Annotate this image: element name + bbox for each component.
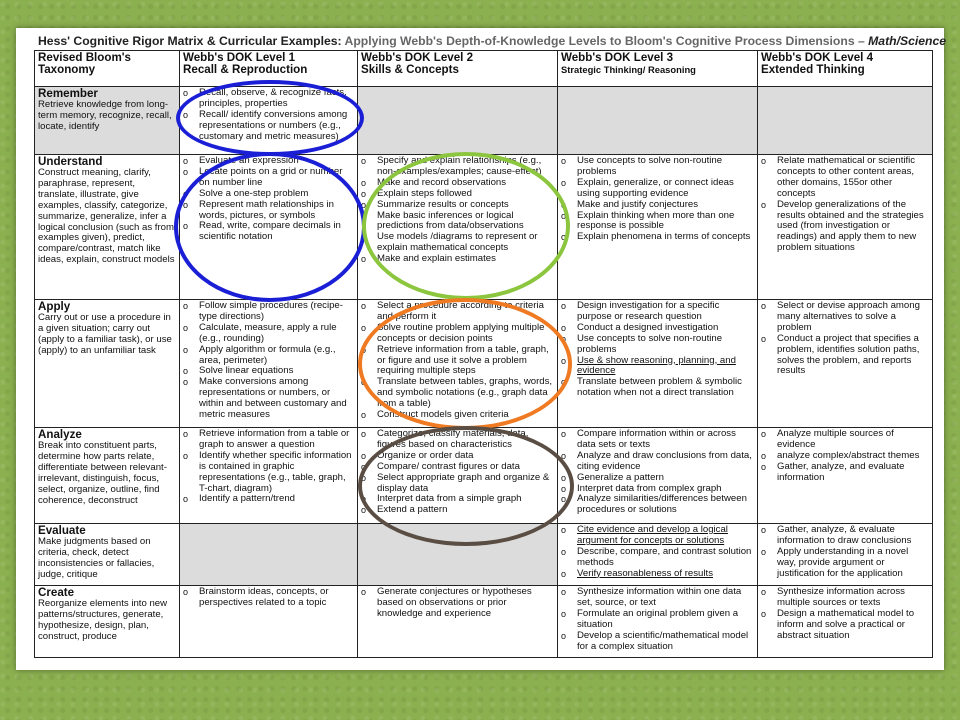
list-item: o Make and explain estimates <box>361 254 554 265</box>
list-item: o Translate between problem & symbolic notation when not a direct translation <box>561 377 754 399</box>
list-item: o analyze complex/abstract themes <box>761 451 929 462</box>
understand-dok2 <box>358 155 558 300</box>
list-item: o Relate mathematical or scientific concepts to other content areas, other domains, 155or other concepts <box>761 156 929 200</box>
list-item: o Summarize results or concepts <box>361 200 554 211</box>
list-item: o Make conversions among representations or numbers, or within and between customary and metric measures <box>183 377 354 421</box>
list-item: o Compare/ contrast figures or data <box>361 462 554 473</box>
row-apply <box>35 300 933 428</box>
list-item: o Explain thinking when more than one response is possible <box>561 211 754 233</box>
header-row <box>35 51 933 87</box>
create-dok2 <box>358 586 558 658</box>
understand-dok4 <box>758 155 933 300</box>
remember-dok4-empty <box>758 87 933 155</box>
list-item: o Organize or order data <box>361 451 554 462</box>
header-dok2: Webb's DOK Level 2 Skills & Concepts <box>358 51 558 87</box>
list-item: o Solve routine problem applying multiple concepts or decision points <box>361 323 554 345</box>
list-item: o Apply algorithm or formula (e.g., area, perimeter) <box>183 345 354 367</box>
list-item: o Synthesize information within one data set, source, or text <box>561 587 754 609</box>
list-item: o Represent math relationships in words, pictures, or symbols <box>183 200 354 222</box>
analyze-dok1 <box>180 428 358 524</box>
list-item: o Formulate an original problem given a situation <box>561 609 754 631</box>
list-item: o Explain steps followed <box>361 189 554 200</box>
row-understand <box>35 155 933 300</box>
list-item: o Translate between tables, graphs, words, and symbolic notations (e.g., graph data from a table) <box>361 377 554 410</box>
evaluate-dok2-empty <box>358 524 558 586</box>
remember-dok2-empty <box>358 87 558 155</box>
create-dok4 <box>758 586 933 658</box>
list-item: o Make and justify conjectures <box>561 200 754 211</box>
list-item: o Analyze similarities/differences between procedures or solutions <box>561 494 754 516</box>
evaluate-dok3 <box>558 524 758 586</box>
list-item: o Synthesize information across multiple sources or texts <box>761 587 929 609</box>
create-dok3 <box>558 586 758 658</box>
list-item: o Select a procedure according to criteria and perform it <box>361 301 554 323</box>
analyze-dok3 <box>558 428 758 524</box>
list-item: o Verify reasonableness of results <box>561 569 754 580</box>
evaluate-dok4 <box>758 524 933 586</box>
apply-label-cell: Apply Carry out or use a procedure in a given situation; carry out (apply to a familiar task), or use (apply) to an unfamiliar task <box>35 300 180 428</box>
list-item: o Locate points on a grid or number on number line <box>183 167 354 189</box>
apply-dok1 <box>180 300 358 428</box>
list-item: o Interpret data from complex graph <box>561 484 754 495</box>
list-item: o Gather, analyze, & evaluate information to draw conclusions <box>761 525 929 547</box>
analyze-dok4 <box>758 428 933 524</box>
row-remember <box>35 87 933 155</box>
understand-dok3 <box>558 155 758 300</box>
list-item: o Calculate, measure, apply a rule (e.g., rounding) <box>183 323 354 345</box>
list-item: o Design a mathematical model to inform and solve a practical or abstract situation <box>761 609 929 642</box>
list-item: o Select or devise approach among many alternatives to solve a problem <box>761 301 929 334</box>
list-item: o Retrieve information from a table or graph to answer a question <box>183 429 354 451</box>
document-page <box>16 28 947 670</box>
understand-label-cell: Understand Construct meaning, clarify, paraphrase, represent, translate, illustrate, give examples, classify, categorize, summarize, generalize, infer a logical conclusion (such as from examples given), predict, compare/contrast, match like ideas, explain, construct models <box>35 155 180 300</box>
list-item: o Generalize a pattern <box>561 473 754 484</box>
analyze-label-cell: Analyze Break into constituent parts, determine how parts relate, differentiate between relevant-irrelevant, distinguish, focus, select, organize, outline, find coherence, deconstruct <box>35 428 180 524</box>
apply-dok2 <box>358 300 558 428</box>
list-item: o Specify and explain relationships (e.g., non-examples/examples; cause-effect) <box>361 156 554 178</box>
row-create <box>35 586 933 658</box>
header-dok4: Webb's DOK Level 4 Extended Thinking <box>758 51 933 87</box>
list-item: o Design investigation for a specific purpose or research question <box>561 301 754 323</box>
row-evaluate <box>35 524 933 586</box>
list-item: o Evaluate an expression <box>183 156 354 167</box>
list-item: o Select appropriate graph and organize & display data <box>361 473 554 495</box>
cognitive-rigor-matrix <box>34 50 933 658</box>
list-item: o Follow simple procedures (recipe-type directions) <box>183 301 354 323</box>
list-item: o Conduct a project that specifies a problem, identifies solution paths, solves the problem, and reports results <box>761 334 929 378</box>
analyze-dok2 <box>358 428 558 524</box>
list-item: o Read, write, compare decimals in scientific notation <box>183 221 354 243</box>
list-item: o Use models /diagrams to represent or explain mathematical concepts <box>361 232 554 254</box>
list-item: o Cite evidence and develop a logical argument for concepts or solutions <box>561 525 754 547</box>
understand-dok1 <box>180 155 358 300</box>
list-item: o Gather, analyze, and evaluate information <box>761 462 929 484</box>
list-item: o Develop a scientific/mathematical model for a complex situation <box>561 631 754 653</box>
list-item: o Use concepts to solve non-routine problems <box>561 156 754 178</box>
list-item: o Analyze and draw conclusions from data, citing evidence <box>561 451 754 473</box>
list-item: o Identify a pattern/trend <box>183 494 354 505</box>
list-item: o Extend a pattern <box>361 505 554 516</box>
apply-dok4 <box>758 300 933 428</box>
list-item: o Solve linear equations <box>183 366 354 377</box>
list-item: o Conduct a designed investigation <box>561 323 754 334</box>
list-item: o Compare information within or across data sets or texts <box>561 429 754 451</box>
list-item: o Apply understanding in a novel way, provide argument or justification for the application <box>761 547 929 580</box>
evaluate-label-cell: Evaluate Make judgments based on criteria, check, detect inconsistencies or fallacies, judge, critique <box>35 524 180 586</box>
row-analyze <box>35 428 933 524</box>
list-item: o Use & show reasoning, planning, and evidence <box>561 356 754 378</box>
header-bloom: Revised Bloom's Taxonomy <box>35 51 180 87</box>
header-dok1: Webb's DOK Level 1 Recall & Reproduction <box>180 51 358 87</box>
page-title <box>38 34 947 48</box>
remember-label-cell: Remember Retrieve knowledge from long-term memory, recognize, recall, locate, identify <box>35 87 180 155</box>
list-item: o Recall/ identify conversions among representations or numbers (e.g., customary and metric measures) <box>183 110 354 143</box>
title-rest: Applying Webb's Depth-of-Knowledge Levels to Bloom's Cognitive Process Dimensions – <box>341 34 869 48</box>
title-subject: Math/Science <box>868 34 947 48</box>
list-item: o Use concepts to solve non-routine problems <box>561 334 754 356</box>
apply-dok3 <box>558 300 758 428</box>
remember-dok1 <box>180 87 358 155</box>
create-dok1 <box>180 586 358 658</box>
list-item: o Describe, compare, and contrast solution methods <box>561 547 754 569</box>
list-item: o Make and record observations <box>361 178 554 189</box>
list-item: o Retrieve information from a table, graph, or figure and use it solve a problem requiring multiple steps <box>361 345 554 378</box>
list-item: o Solve a one-step problem <box>183 189 354 200</box>
list-item: o Analyze multiple sources of evidence <box>761 429 929 451</box>
list-item: o Identify whether specific information is contained in graphic representations (e.g., table, graph, T-chart, diagram) <box>183 451 354 495</box>
list-item: o Make basic inferences or logical predictions from data/observations <box>361 211 554 233</box>
list-item: o Interpret data from a simple graph <box>361 494 554 505</box>
list-item: o Explain, generalize, or connect ideas using supporting evidence <box>561 178 754 200</box>
list-item: o Categorize, classify materials, data, figures based on characteristics <box>361 429 554 451</box>
remember-dok3-empty <box>558 87 758 155</box>
title-main: Hess' Cognitive Rigor Matrix & Curricular Examples: <box>38 34 342 48</box>
evaluate-dok1-empty <box>180 524 358 586</box>
list-item: o Develop generalizations of the results obtained and the strategies used (from investigation or readings) and apply them to new problem situations <box>761 200 929 255</box>
list-item: o Construct models given criteria <box>361 410 554 421</box>
list-item: o Recall, observe, & recognize facts, principles, properties <box>183 88 354 110</box>
list-item: o Brainstorm ideas, concepts, or perspectives related to a topic <box>183 587 354 609</box>
header-dok3: Webb's DOK Level 3 Strategic Thinking/ Reasoning <box>558 51 758 87</box>
list-item: o Explain phenomena in terms of concepts <box>561 232 754 243</box>
create-label-cell: Create Reorganize elements into new patterns/structures, generate, hypothesize, design, plan, construct, produce <box>35 586 180 658</box>
list-item: o Generate conjectures or hypotheses based on observations or prior knowledge and experience <box>361 587 554 620</box>
